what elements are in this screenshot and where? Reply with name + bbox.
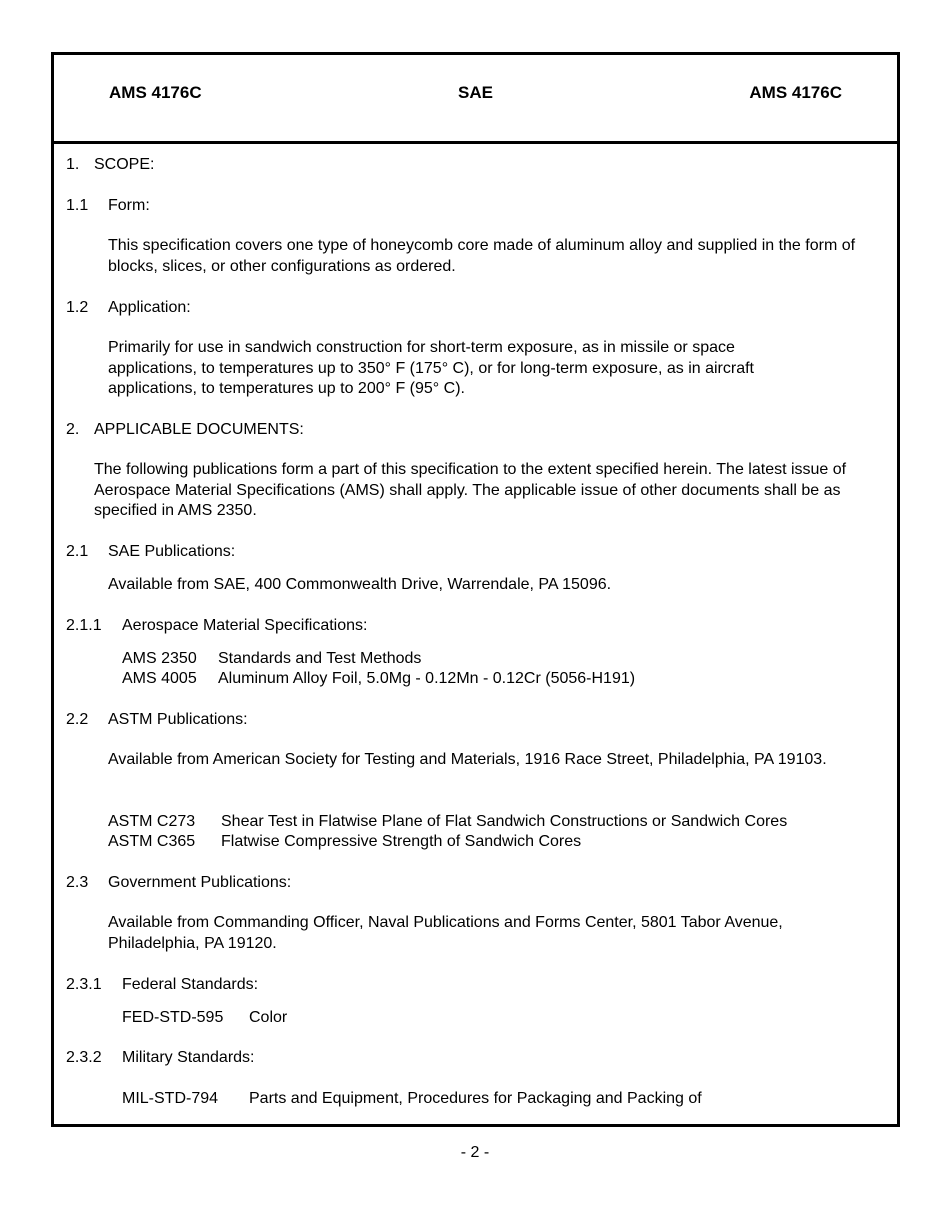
section-number: 2.1.1 [66, 617, 102, 634]
reference-title: Shear Test in Flatwise Plane of Flat Sandwich Constructions or Sandwich Cores [221, 813, 788, 830]
header-organization: SAE [458, 83, 493, 102]
section-title: Aerospace Material Specifications: [122, 617, 368, 634]
page-number: - 2 - [460, 1144, 490, 1161]
reference-title: Parts and Equipment, Procedures for Packaging and Packing of [249, 1090, 702, 1107]
reference-title: Color [249, 1009, 288, 1026]
section-number: 2.2 [66, 711, 89, 728]
section-heading [66, 155, 79, 175]
section-body: Available from Commanding Officer, Naval Publications and Forms Center, 5801 Tabor Avenue, Philadelphia, PA 19120. [108, 914, 783, 952]
section-title: Government Publications: [108, 874, 292, 891]
section-number: 2.3 [66, 874, 89, 891]
reference-title: Standards and Test Methods [218, 650, 422, 667]
reference-code: MIL-STD-794 [122, 1090, 219, 1107]
section-title: SCOPE: [94, 156, 155, 173]
document-header [54, 55, 897, 144]
section-body: Primarily for use in sandwich construction for short-term exposure, as in missile or space applications, to temperatures up to 350° F (175° C), or for long-term exposure, as in aircraft applications, to temperatures up to 200° F (95° C). [108, 339, 754, 397]
section-body: Available from SAE, 400 Commonwealth Drive, Warrendale, PA 15096. [108, 576, 612, 593]
section-body: This specification covers one type of honeycomb core made of aluminum alloy and supplied in the form of blocks, slices, or other configurations as ordered. [108, 237, 856, 275]
reference-title: Aluminum Alloy Foil, 5.0Mg - 0.12Mn - 0.12Cr (5056-H191) [218, 670, 636, 687]
section-title: Form: [108, 197, 150, 214]
header-spec-number-left: AMS 4176C [109, 83, 202, 102]
reference-code: ASTM C365 [108, 833, 196, 850]
reference-code: ASTM C273 [108, 813, 196, 830]
reference-code: FED-STD-595 [122, 1009, 224, 1026]
header-spec-number-right: AMS 4176C [749, 83, 842, 102]
section-body: The following publications form a part of this specification to the extent specified herein. The latest issue of Aerospace Material Specifications (AMS) shall apply. The applicable issue of other documents shall be as specified in AMS 2350. [94, 461, 847, 519]
section-number: 2. [66, 421, 80, 438]
reference-code: AMS 4005 [122, 670, 197, 687]
reference-title: Flatwise Compressive Strength of Sandwich Cores [221, 833, 582, 850]
section-number: 1.1 [66, 197, 89, 214]
section-title: Federal Standards: [122, 976, 259, 993]
section-number: 2.3.2 [66, 1049, 102, 1066]
section-number: 2.3.1 [66, 976, 102, 993]
reference-code: AMS 2350 [122, 650, 197, 667]
section-title: Military Standards: [122, 1049, 255, 1066]
section-title: Application: [108, 299, 191, 316]
section-number: 2.1 [66, 543, 89, 560]
section-title: SAE Publications: [108, 543, 236, 560]
section-number: 1. [66, 156, 80, 173]
section-title: APPLICABLE DOCUMENTS: [94, 421, 304, 438]
section-body: Available from American Society for Testing and Materials, 1916 Race Street, Philadelphia, PA 19103. [108, 751, 827, 768]
section-title: ASTM Publications: [108, 711, 248, 728]
section-number: 1.2 [66, 299, 89, 316]
